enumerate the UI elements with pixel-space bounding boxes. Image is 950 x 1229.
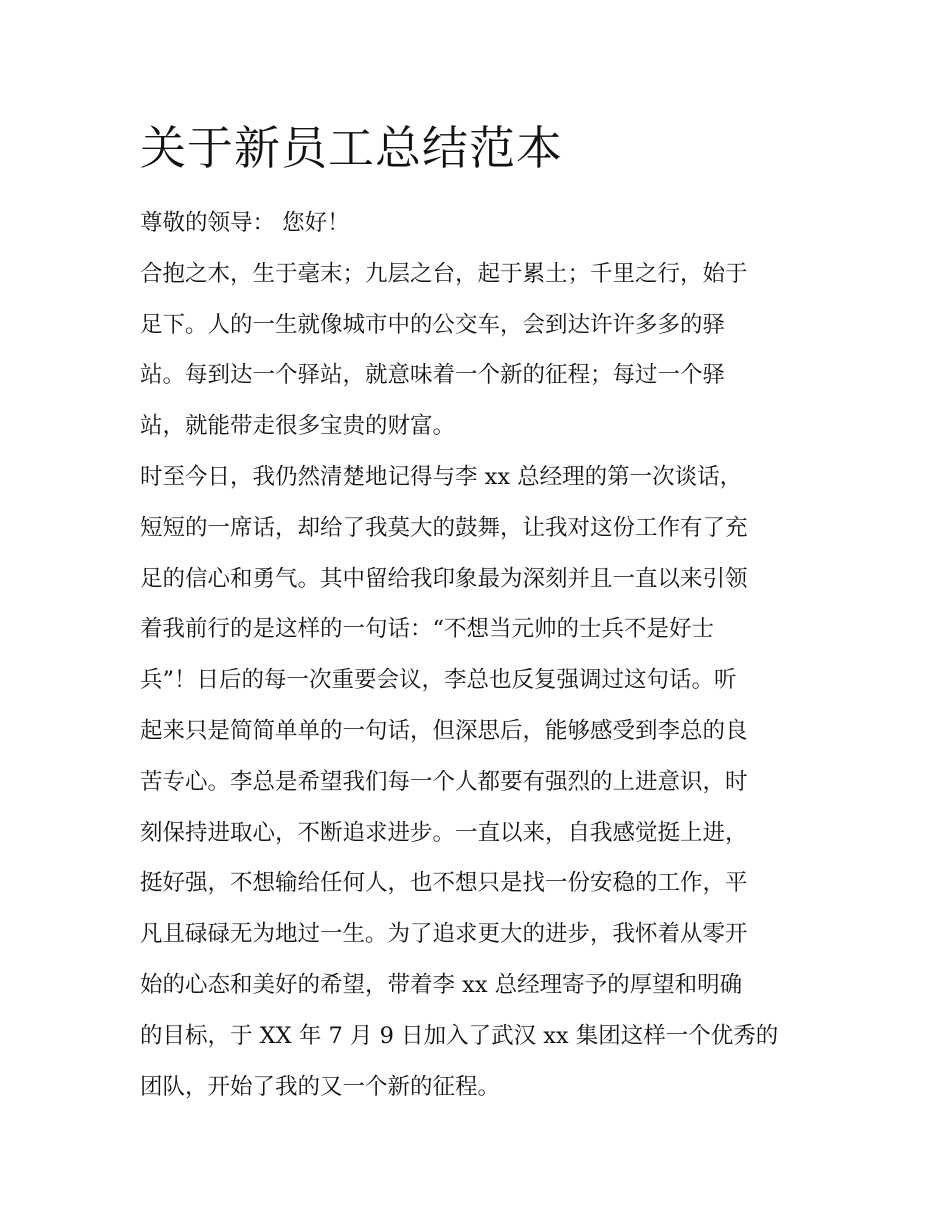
paragraph-2-line: 凡且碌碌无为地过一生。为了追求更大的进步，我怀着从零开 bbox=[140, 921, 748, 948]
paragraph-2-line: 苦专心。李总是希望我们每一个人都要有强烈的上进意识，时 bbox=[140, 768, 748, 795]
paragraph-2-line: 足的信心和勇气。其中留给我印象最为深刻并且一直以来引领 bbox=[140, 565, 748, 592]
paragraph-2-line: 挺好强，不想输给任何人，也不想只是找一份安稳的工作，平 bbox=[140, 870, 748, 897]
paragraph-2-line: 起来只是简简单单的一句话，但深思后，能够感受到李总的良 bbox=[140, 717, 748, 744]
paragraph-2-line: 短短的一席话，却给了我莫大的鼓舞，让我对这份工作有了充 bbox=[140, 514, 748, 541]
paragraph-1-line: 站。每到达一个驿站，就意味着一个新的征程；每过一个驿 bbox=[140, 362, 726, 389]
paragraph-1-line: 站，就能带走很多宝贵的财富。 bbox=[140, 413, 456, 440]
paragraph-2-line: 兵”！日后的每一次重要会议，李总也反复强调过这句话。听 bbox=[140, 667, 737, 694]
paragraph-2-line: 的目标，于 XX 年 7 月 9 日加入了武汉 xx 集团这样一个优秀的 bbox=[140, 1022, 779, 1049]
paragraph-2-line: 团队，开始了我的又一个新的征程。 bbox=[140, 1073, 501, 1100]
greeting-line: 尊敬的领导： 您好！ bbox=[140, 210, 350, 236]
paragraph-2-line: 始的心态和美好的希望，带着李 xx 总经理寄予的厚望和明确 bbox=[140, 971, 743, 998]
paragraph-1-line: 合抱之木，生于毫末；九层之台，起于累土；千里之行，始于 bbox=[140, 260, 748, 287]
paragraph-2-line: 时至今日，我仍然清楚地记得与李 xx 总经理的第一次谈话， bbox=[140, 463, 743, 490]
paragraph-1-line: 足下。人的一生就像城市中的公交车，会到达许许多多的驿 bbox=[140, 311, 726, 338]
paragraph-2-line: 着我前行的是这样的一句话：“不想当元帅的士兵不是好士 bbox=[140, 616, 715, 643]
paragraph-2-line: 刻保持进取心，不断追求进步。一直以来，自我感觉挺上进， bbox=[140, 819, 748, 846]
document-title: 关于新员工总结范本 bbox=[140, 121, 563, 175]
document-body bbox=[140, 201, 820, 1115]
